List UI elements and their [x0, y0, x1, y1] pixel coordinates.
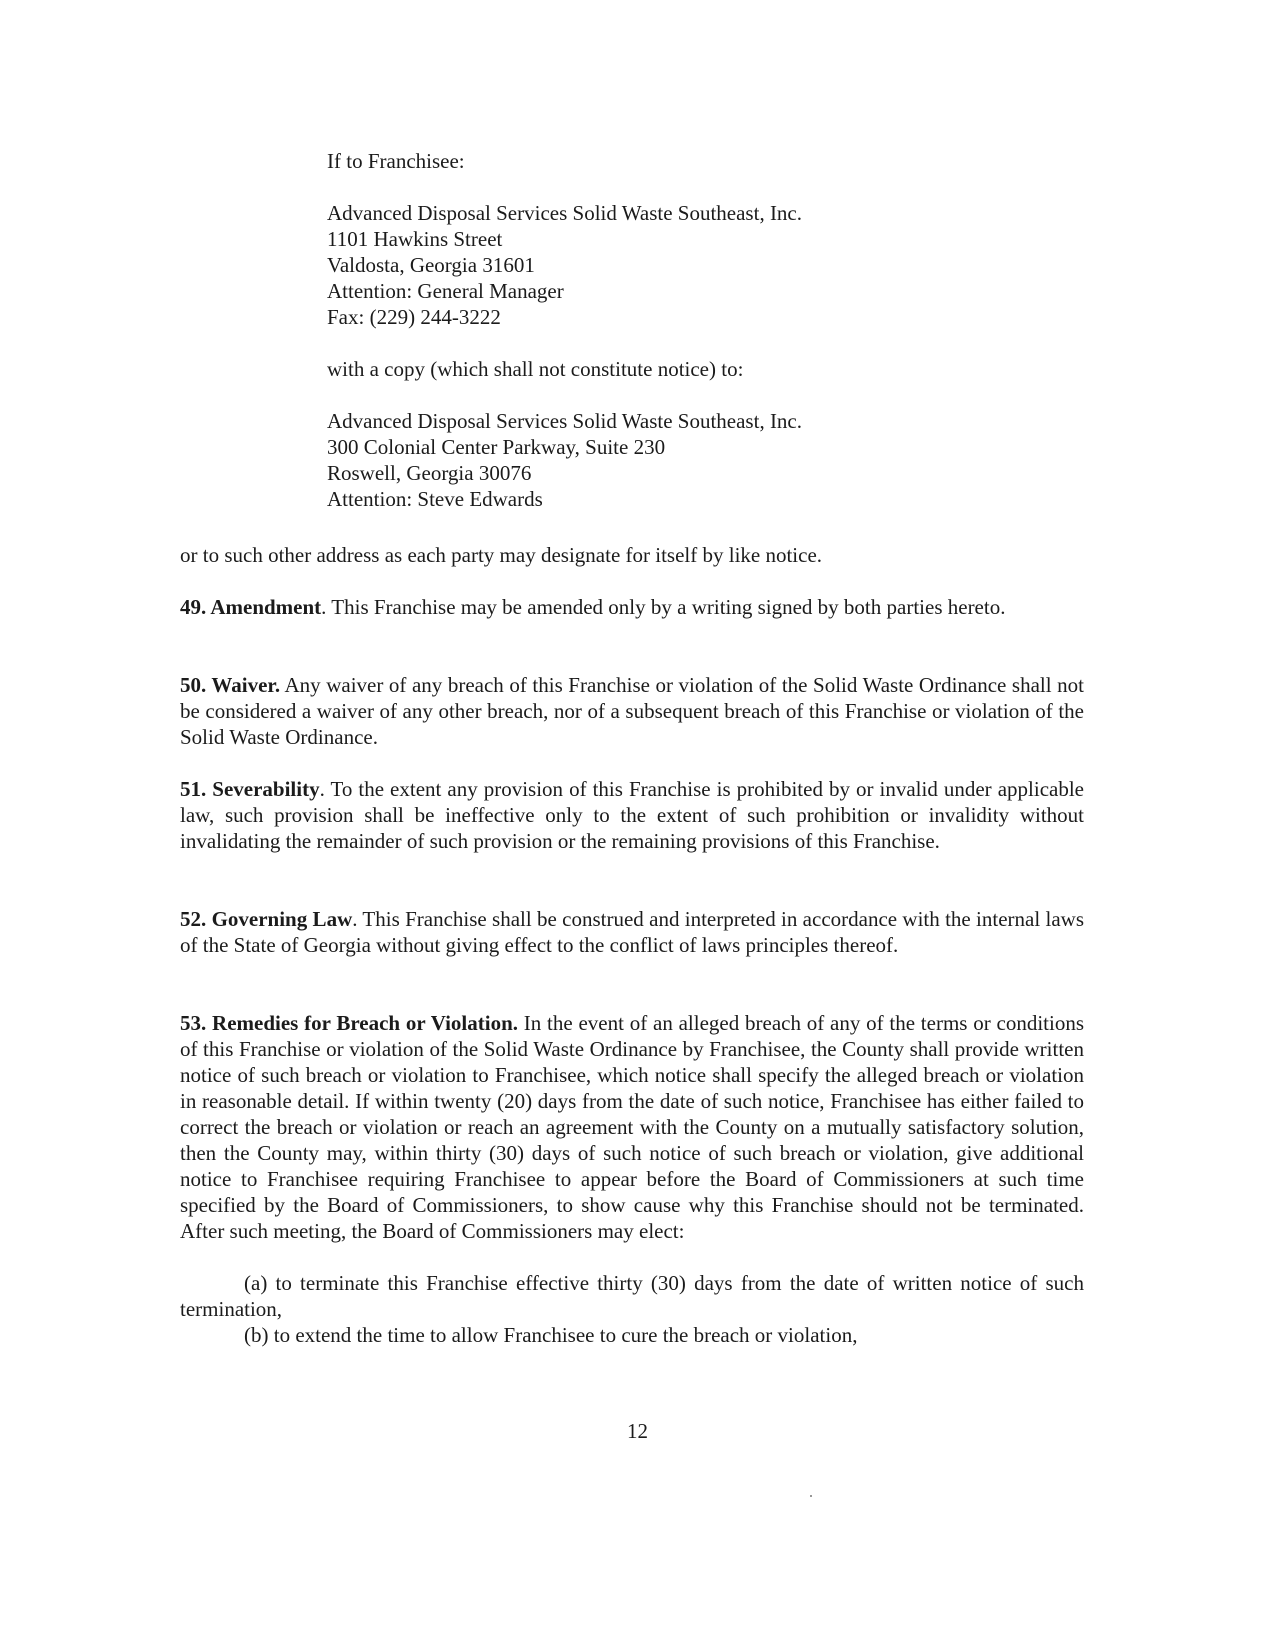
section-body: In the event of an alleged breach of any of the terms or conditions of this Franchise or violation of the Solid Waste Ordinance by Franchisee, the County shall provide written notice of such breach or violation to Franchisee, which notice shall specify the alleged breach or violation in reasonable detail. If within twenty (20) days from the date of such notice, Franchisee has either failed to correct the breach or violation or reach an agreement with the County on a mutually satisfactory solution, then the County may, within thirty (30) days of such notice of such breach or violation, give additional notice to Franchisee requiring Franchisee to appear before the Board of Commissioners at such time specified by the Board of Commissioners, to show cause why this Franchise should not be terminated. After such meeting, the Board of Commissioners may elect: — [180, 1011, 1084, 1243]
remedy-option-b — [180, 1322, 1084, 1348]
address-line: Valdosta, Georgia 31601 — [327, 253, 535, 277]
address-line: 1101 Hawkins Street — [327, 227, 503, 251]
section-body: . This Franchise shall be construed and interpreted in accordance with the internal laws of the State of Georgia without giving effect to the conflict of laws principles thereof. — [180, 907, 1084, 957]
section-heading: 49. Amendment — [180, 595, 322, 619]
address-line: Advanced Disposal Services Solid Waste Southeast, Inc. — [327, 409, 803, 433]
section-body: . To the extent any provision of this Franchise is prohibited by or invalid under applicable law, such provision shall be ineffective only to the extent of such prohibition or invalidity without invalidating the remainder of such provision or the remaining provisions of this Franchise. — [180, 777, 1084, 853]
page-number-text: 12 — [627, 1419, 648, 1443]
section-50-waiver — [180, 672, 1084, 750]
address-line: Roswell, Georgia 30076 — [327, 461, 532, 485]
address-line: Attention: General Manager — [327, 279, 564, 303]
notice-heading-text: If to Franchisee: — [327, 149, 465, 173]
scan-speck — [810, 1495, 812, 1497]
address-line: 300 Colonial Center Parkway, Suite 230 — [327, 435, 666, 459]
section-heading: 53. Remedies for Breach or Violation. — [180, 1011, 519, 1035]
section-body: Any waiver of any breach of this Franchise or violation of the Solid Waste Ordinance shall not be considered a waiver of any other breach, nor of a subsequent breach of this Franchise or violation of the Solid Waste Ordinance. — [180, 673, 1084, 749]
notice-heading — [327, 148, 947, 174]
copy-address — [327, 408, 947, 512]
section-heading: 50. Waiver. — [180, 673, 281, 697]
copy-note-text: with a copy (which shall not constitute notice) to: — [327, 357, 744, 381]
section-heading: 52. Governing Law — [180, 907, 353, 931]
notice-closing-text: or to such other address as each party may designate for itself by like notice. — [180, 543, 823, 567]
section-heading: 51. Severability — [180, 777, 320, 801]
remedy-option-text: (b) to extend the time to allow Franchisee to cure the breach or violation, — [244, 1323, 858, 1347]
copy-note — [327, 356, 947, 382]
remedy-option-text: (a) to terminate this Franchise effective thirty (30) days from the date of written notice of such termination, — [180, 1271, 1084, 1321]
section-49-amendment — [180, 594, 1084, 620]
franchisee-address — [327, 200, 947, 330]
remedy-option-a — [180, 1270, 1084, 1322]
section-53-remedies — [180, 1010, 1084, 1244]
section-51-severability — [180, 776, 1084, 854]
address-line: Advanced Disposal Services Solid Waste Southeast, Inc. — [327, 201, 803, 225]
notice-closing — [180, 542, 1084, 568]
section-body: . This Franchise may be amended only by a writing signed by both parties hereto. — [321, 595, 1006, 619]
address-line: Fax: (229) 244-3222 — [327, 305, 501, 329]
section-52-governing-law — [180, 906, 1084, 958]
page-number — [0, 1418, 1275, 1444]
address-line: Attention: Steve Edwards — [327, 487, 543, 511]
